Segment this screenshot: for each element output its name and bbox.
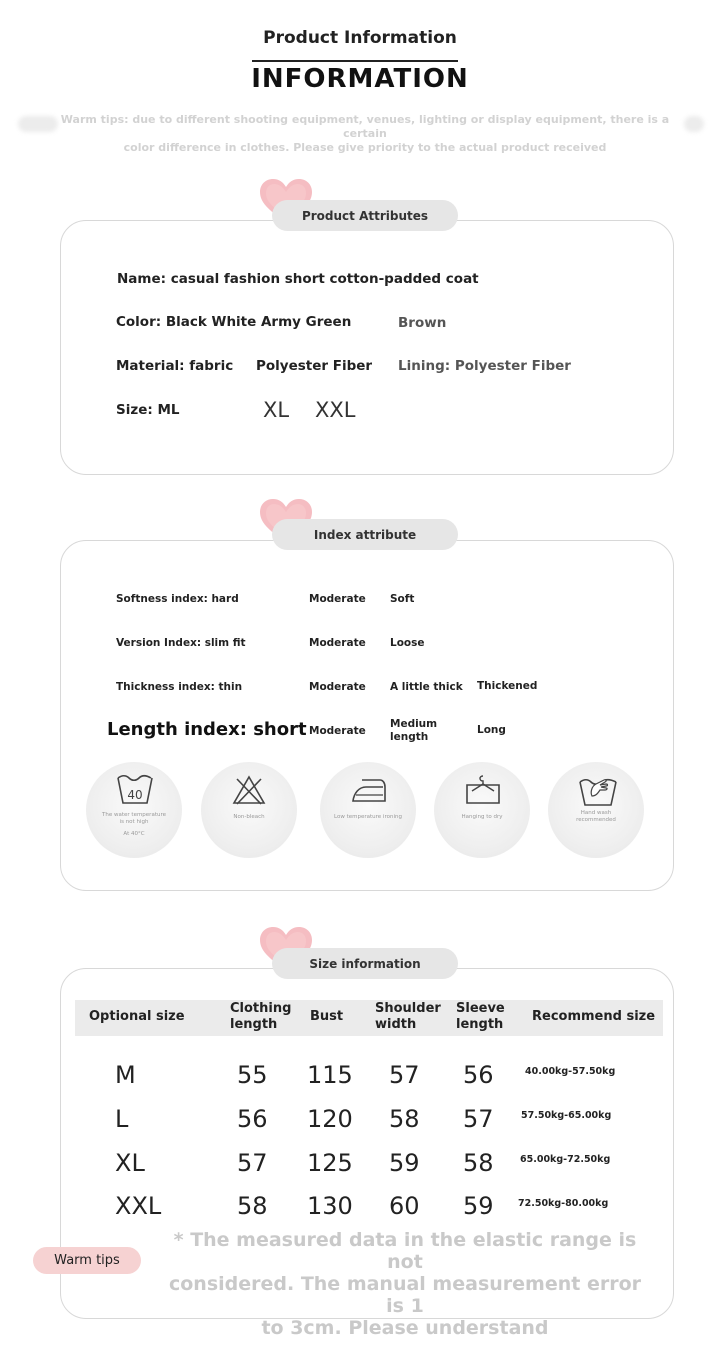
cell-sleeve: 58	[463, 1149, 494, 1177]
length-long: Long	[477, 724, 506, 736]
warm-tips-line: Warm tips: due to different shooting equipment, venues, lighting or display equipment, there is a certain	[60, 113, 670, 140]
cell-recommend: 57.50kg-65.00kg	[521, 1110, 612, 1121]
cell-shoulder: 58	[389, 1105, 420, 1133]
care-text: The water temperature	[102, 812, 166, 818]
cell-size: M	[115, 1061, 136, 1089]
care-text: Non-bleach	[233, 814, 265, 820]
version-loose: Loose	[390, 637, 425, 649]
measurement-note	[168, 1229, 642, 1339]
header-sleeve-length	[456, 1001, 505, 1033]
cell-bust: 115	[307, 1061, 353, 1089]
product-color: Color: Black White Army Green	[116, 314, 352, 330]
care-text: At 40°C	[123, 831, 145, 837]
no-bleach-icon	[231, 774, 267, 806]
care-text: Low temperature ironing	[334, 814, 402, 820]
section-label-index-attribute: Index attribute	[272, 519, 458, 550]
cell-length: 56	[237, 1105, 268, 1133]
length-index-label: Length index: short	[107, 719, 307, 740]
page-title: INFORMATION	[251, 64, 469, 94]
decor-blob-left	[18, 116, 58, 132]
care-no-bleach	[201, 762, 297, 858]
softness-moderate: Moderate	[309, 593, 366, 605]
cell-bust: 125	[307, 1149, 353, 1177]
version-index-label: Version Index: slim fit	[116, 637, 246, 649]
header-line: length	[230, 1017, 278, 1032]
product-name: Name: casual fashion short cotton-padded coat	[117, 271, 479, 287]
hand-wash-icon	[578, 774, 618, 808]
section-label-size-information: Size information	[272, 948, 458, 979]
thickness-index-label: Thickness index: thin	[116, 681, 243, 693]
care-text: recommended	[576, 817, 616, 823]
decor-blob-right	[684, 116, 704, 132]
product-material: Material: fabric	[116, 358, 234, 374]
cell-length: 55	[237, 1061, 268, 1089]
care-hand-wash	[548, 762, 644, 858]
cell-recommend: 40.00kg-57.50kg	[525, 1066, 616, 1077]
cell-size: L	[115, 1105, 129, 1133]
header-line: Sleeve	[456, 1001, 505, 1016]
header-optional-size: Optional size	[89, 1009, 185, 1024]
length-moderate: Moderate	[309, 725, 366, 737]
cell-bust: 120	[307, 1105, 353, 1133]
warm-tips-line: color difference in clothes. Please give priority to the actual product received	[123, 141, 607, 154]
care-text: Hanging to dry	[461, 814, 503, 820]
header-recommend-size: Recommend size	[532, 1009, 656, 1024]
cell-shoulder: 59	[389, 1149, 420, 1177]
care-text: Hand wash	[580, 810, 612, 816]
header-bust: Bust	[310, 1009, 344, 1024]
cell-size: XXL	[115, 1192, 162, 1220]
page-subtitle: Product Information	[263, 28, 457, 48]
length-medium: Medium	[390, 718, 438, 730]
length-medium-2: length	[390, 731, 429, 743]
care-wash-40	[86, 762, 182, 858]
product-material-value: Polyester Fiber	[256, 358, 373, 374]
iron-icon	[350, 774, 388, 806]
note-line: to 3cm. Please understand	[261, 1317, 549, 1339]
note-line: * The measured data in the elastic range is not	[173, 1229, 637, 1273]
thickness-moderate: Moderate	[309, 681, 366, 693]
header-line: width	[375, 1017, 417, 1032]
title-divider	[252, 60, 458, 62]
warm-tips-badge: Warm tips	[33, 1247, 141, 1274]
cell-recommend: 65.00kg-72.50kg	[520, 1154, 611, 1165]
cell-length: 57	[237, 1149, 268, 1177]
cell-sleeve: 57	[463, 1105, 494, 1133]
care-text: is not high	[119, 819, 149, 825]
product-color-extra: Brown	[398, 315, 447, 331]
cell-shoulder: 57	[389, 1061, 420, 1089]
product-size-xxl: XXL	[315, 398, 356, 422]
header-line: length	[456, 1017, 504, 1032]
cell-shoulder: 60	[389, 1192, 420, 1220]
version-moderate: Moderate	[309, 637, 366, 649]
softness-soft: Soft	[390, 593, 415, 605]
product-size: Size: ML	[116, 402, 180, 418]
cell-bust: 130	[307, 1192, 353, 1220]
thickness-a-little-thick: A little thick	[390, 681, 463, 693]
wash-temp-number: 40	[127, 788, 143, 802]
cell-length: 58	[237, 1192, 268, 1220]
softness-index-label: Softness index: hard	[116, 593, 239, 605]
note-line: considered. The manual measurement error is 1	[168, 1273, 641, 1317]
product-size-xl: XL	[263, 398, 290, 422]
care-iron	[320, 762, 416, 858]
header-clothing-length	[230, 1001, 291, 1033]
thickness-thickened: Thickened	[477, 680, 538, 692]
cell-sleeve: 59	[463, 1192, 494, 1220]
product-lining: Lining: Polyester Fiber	[398, 358, 571, 374]
header-line: Clothing	[230, 1001, 292, 1016]
hang-dry-icon	[464, 774, 502, 806]
section-label-product-attributes: Product Attributes	[272, 200, 458, 231]
care-hang-dry	[434, 762, 530, 858]
cell-sleeve: 56	[463, 1061, 494, 1089]
cell-size: XL	[115, 1149, 145, 1177]
warm-tips-banner	[60, 113, 670, 155]
cell-recommend: 72.50kg-80.00kg	[518, 1198, 609, 1209]
product-attributes-box	[60, 220, 674, 475]
header-shoulder-width	[375, 1001, 441, 1033]
header-line: Shoulder	[375, 1001, 441, 1016]
